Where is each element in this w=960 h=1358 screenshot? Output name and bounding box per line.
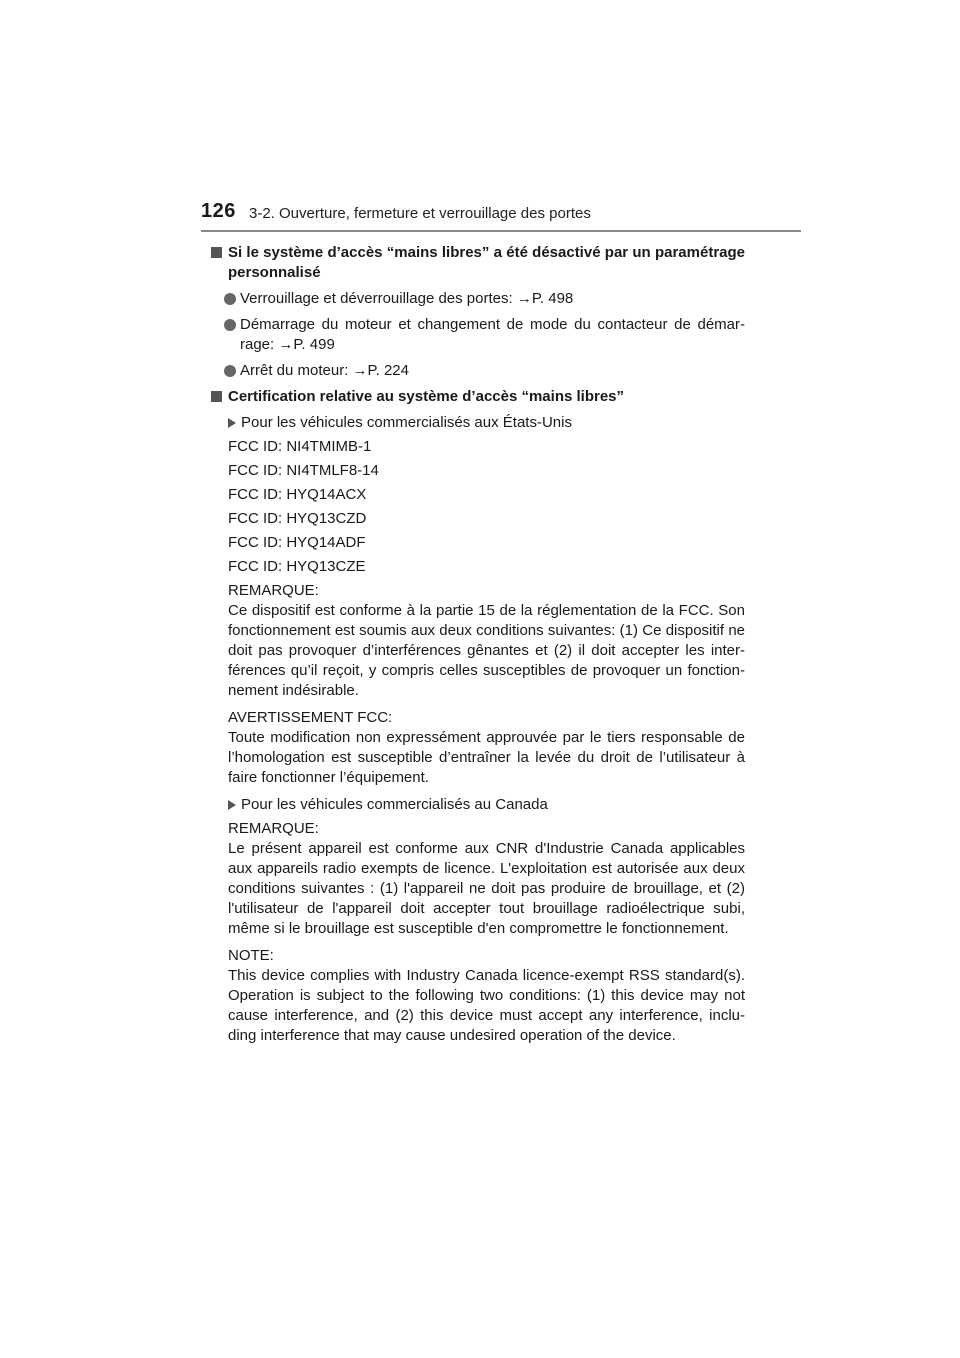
block-text: This device complies with Industry Canada licence-exempt RSS standard(s). Operation is subject to the following two conditions: (1) this device may not cause interference, and (2) this device must accept any interference, inclu-ding interference that may cause undesired operation of the device. <box>228 967 745 1044</box>
round-bullet-icon <box>224 365 236 377</box>
block-text: Toute modification non expressément approuvée par le tiers responsable de l’homologation est susceptible d’entraîner la levée du droit de l’utilisateur à faire fonctionner l’équipement. <box>228 729 745 786</box>
canada-vehicles-label <box>211 795 745 815</box>
page-content <box>211 243 745 1053</box>
round-bullet-icon <box>224 293 236 305</box>
fcc-id: FCC ID: HYQ13CZE <box>228 558 366 575</box>
heading-text: Certification relative au système d’accès “mains libres” <box>228 388 625 405</box>
list-item <box>211 361 745 381</box>
canada-note-block <box>211 946 745 1046</box>
page-number: 126 <box>201 200 236 222</box>
section-heading-disabled-system <box>211 243 745 283</box>
block-title: NOTE: <box>228 947 274 964</box>
list-item <box>211 315 745 355</box>
block-title: AVERTISSEMENT FCC: <box>228 709 393 726</box>
canada-remarque-block <box>211 819 745 939</box>
triangle-arrow-icon <box>228 800 236 810</box>
sub-label-text: Pour les véhicules commercialisés aux États-Unis <box>241 414 572 431</box>
fcc-id: FCC ID: HYQ14ACX <box>228 486 367 503</box>
block-text: Ce dispositif est conforme à la partie 15 de la réglementation de la FCC. Son fonctionnement est soumis aux deux conditions suivantes: (1) Ce dispositif ne doit pas provoquer d’interférences gênantes et (2) il doit accepter les inter-férences qu’il reçoit, y compris celles susceptibles de provoquer un fonction-nement indésirable. <box>228 602 745 699</box>
block-text: Le présent appareil est conforme aux CNR d'Industrie Canada applicables aux appareils radio exempts de licence. L'exploitation est autorisée aux deux conditions suivantes : (1) l'appareil ne doit pas produire de brouillage, et (2) l'utilisateur de l'appareil doit accepter tout brouillage radioélectrique subi, même si le brouillage est susceptible d'en compromettre le fonctionnement. <box>228 840 745 937</box>
fcc-id: FCC ID: HYQ14ADF <box>228 534 366 551</box>
block-title: REMARQUE: <box>228 582 319 599</box>
list-item-text: Démarrage du moteur et changement de mode du contacteur de démar-rage: →P. 499 <box>240 316 745 353</box>
block-title: REMARQUE: <box>228 820 319 837</box>
square-bullet-icon <box>211 391 222 402</box>
section-title: 3-2. Ouverture, fermeture et verrouillage des portes <box>249 205 591 222</box>
sub-label-text: Pour les véhicules commercialisés au Canada <box>241 796 548 813</box>
round-bullet-icon <box>224 319 236 331</box>
list-item-text: Arrêt du moteur: →P. 224 <box>240 362 409 379</box>
fcc-warning-block <box>211 708 745 788</box>
us-vehicles-label <box>211 413 745 433</box>
triangle-arrow-icon <box>228 418 236 428</box>
fcc-id: FCC ID: NI4TMLF8-14 <box>228 462 379 479</box>
square-bullet-icon <box>211 247 222 258</box>
fcc-id: FCC ID: NI4TMIMB-1 <box>228 438 372 455</box>
page-header <box>201 200 801 232</box>
header-divider <box>201 230 801 232</box>
list-item-text: Verrouillage et déverrouillage des portes: →P. 498 <box>240 290 574 307</box>
fcc-remarque-block <box>211 581 745 701</box>
section-heading-certification <box>211 387 745 407</box>
heading-text: Si le système d’accès “mains libres” a été désactivé par un paramétrage personnalisé <box>228 244 745 281</box>
fcc-id: FCC ID: HYQ13CZD <box>228 510 367 527</box>
list-item <box>211 289 745 309</box>
